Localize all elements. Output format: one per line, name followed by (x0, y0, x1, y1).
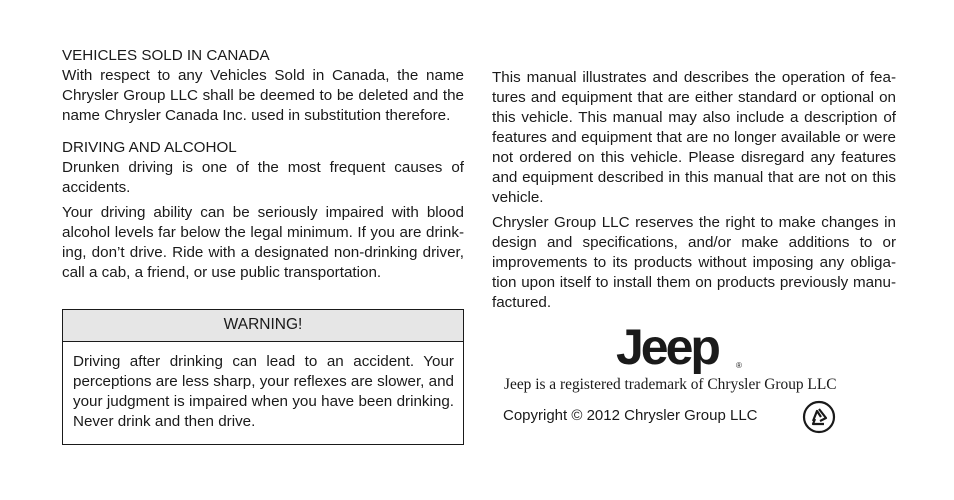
vehicles-sold-in-canada-text: With respect to any Vehicles Sold in Canada, the name Chrysler Group LLC shall be deemed to be deleted and the name Chrysler Canada Inc. used in substitution therefore. (62, 67, 464, 124)
section-heading-driving-and-alcohol: DRIVING AND ALCOHOL (62, 139, 237, 156)
copyright-notice: Copyright © 2012 Chrysler Group LLC (503, 407, 758, 424)
warning-box (62, 309, 464, 445)
driving-and-alcohol-text-1: Drunken driving is one of the most frequent causes of accidents. (62, 159, 464, 196)
driving-and-alcohol-text-2: Your driving ability can be seriously impaired with blood alcohol levels far below the legal minimum. If you are drinking, don’t drive. Ride with a designated non-drinking driver, call a cab, a friend, or use public transportation. (62, 204, 464, 281)
warning-text: Driving after drinking can lead to an accident. Your perceptions are less sharp, your reflexes are slower, and your judgment is impaired when you have been drinking. Never drink and then drive. (73, 353, 454, 430)
manual-description-text: This manual illustrates and describes the operation of features and equipment that are either standard or optional on this vehicle. This manual may also include a description of features and equipment that are no longer available or were not ordered on this vehicle. Please disregard any features and equipment described in this manual that are not on this vehicle. (492, 69, 896, 206)
changes-reserved-text: Chrysler Group LLC reserves the right to make changes in design and specifications, and/or make additions to or improvements to its products without imposing any obligation upon itself to install them on products previously manufactured. (492, 214, 896, 311)
registered-mark: ® (736, 361, 742, 370)
warning-title: WARNING! (63, 310, 463, 342)
recycle-icon (802, 400, 836, 434)
trademark-notice: Jeep is a registered trademark of Chrysler Group LLC (504, 376, 837, 393)
jeep-logo (616, 318, 746, 374)
section-heading-vehicles-sold-in-canada: VEHICLES SOLD IN CANADA (62, 47, 270, 64)
jeep-wordmark: Jeep (616, 319, 718, 374)
jeep-logo-block (504, 318, 854, 398)
right-column (492, 68, 896, 313)
left-column (62, 46, 464, 283)
